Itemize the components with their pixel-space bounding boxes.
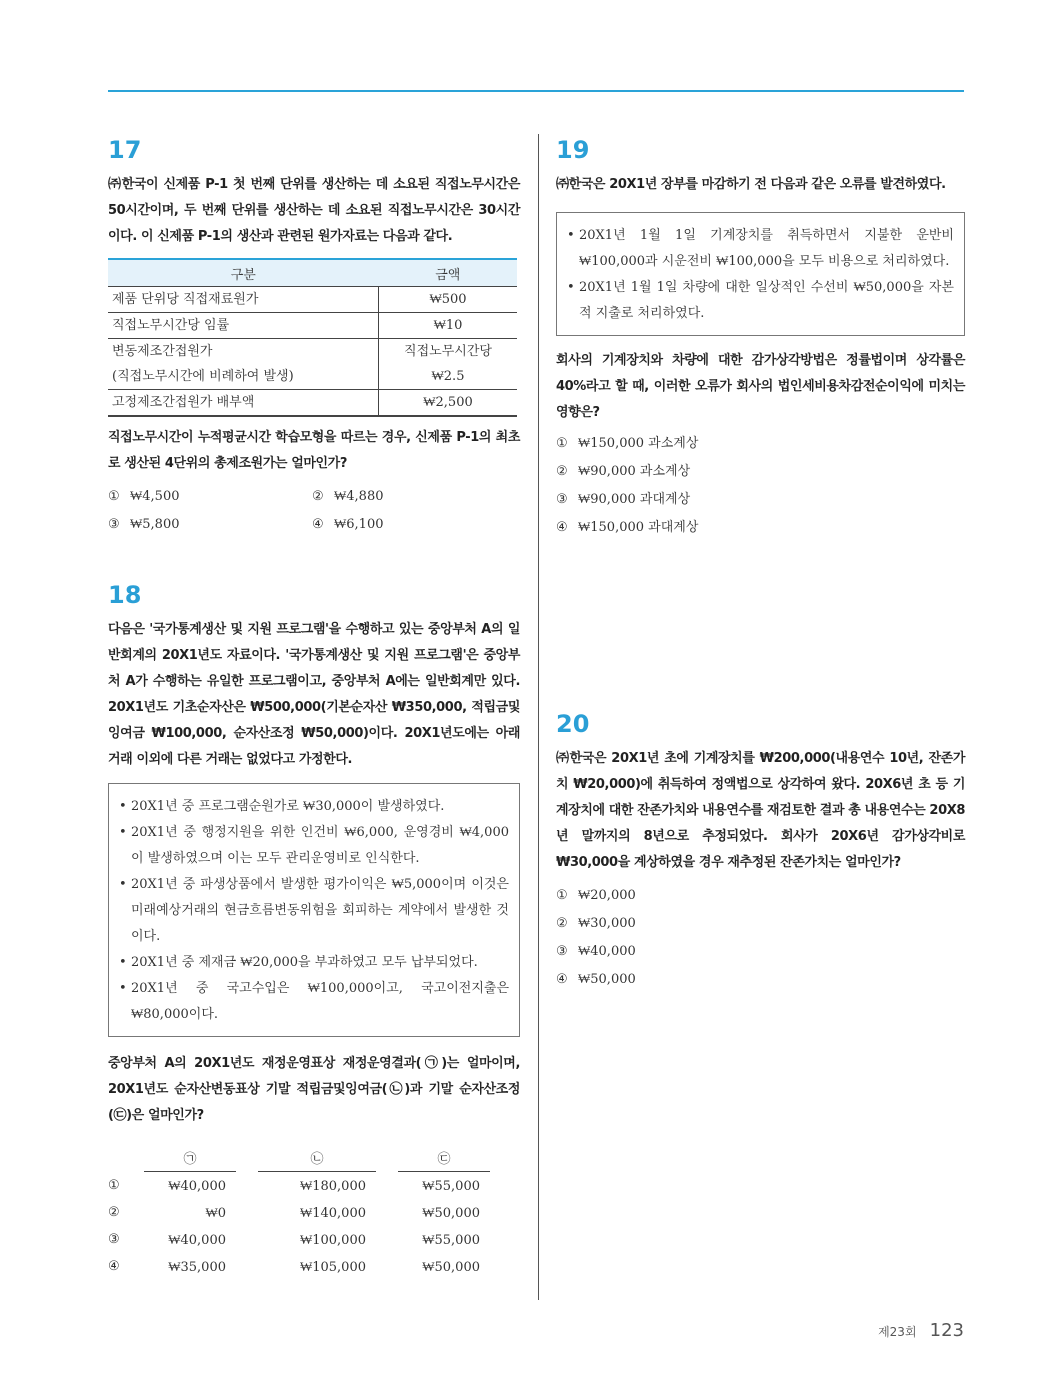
transaction-box [108,783,520,1037]
option-mark: ③ [108,517,120,532]
question-number: 19 [556,136,590,164]
answer-value: ₩100,000 [299,1232,366,1248]
question-text: 다음은 '국가통계생산 및 지원 프로그램'을 수행하고 있는 중앙부처 A의 일반회계의 20X1년도 자료이다. '국가통계생산 및 지원 프로그램'은 중앙부처 A가 수행하는 유일한 프로그램이고, 중앙부처 A에는 일반회계만 있다. 20X1년도 기초순자산은 ₩500,000(기본순자산 ₩350,000, 적립금및잉여금 ₩100,000, 순자산조정 ₩50,000)이다. 20X1년도에는 아래 거래 이외에 다른 거래는 없었다고 가정한다. [108,622,520,767]
answer-option[interactable] [556,486,965,514]
column-divider [538,134,539,1300]
option-mark: ② [312,489,324,504]
answer-option[interactable] [312,483,516,511]
option-text: ₩20,000 [578,888,636,903]
list-item: • 20X1년 중 프로그램순원가로 ₩30,000이 발생하였다. [119,794,509,820]
option-text: ₩5,800 [130,517,180,532]
list-item: • 20X1년 중 파생상품에서 발생한 평가이익은 ₩5,000이며 이것은 미래예상거래의 현금흐름변동위험을 회피하는 계약에서 발생한 것이다. [119,872,509,950]
option-mark: ② [556,916,568,931]
list-item-text: 20X1년 1월 1일 기계장치를 취득하면서 지불한 운반비 ₩100,000과 시운전비 ₩100,000을 모두 비용으로 처리하였다. [579,228,954,269]
answer-option[interactable] [556,882,965,910]
option-mark: ③ [108,1232,120,1247]
option-text: ₩150,000 과소계상 [578,436,699,451]
option-mark: ④ [108,1259,120,1274]
list-item-text: 20X1년 중 파생상품에서 발생한 평가이익은 ₩5,000이며 이것은 미래예상거래의 현금흐름변동위험을 회피하는 계약에서 발생한 것이다. [131,877,509,944]
table-header: 구분 [108,259,379,287]
answer-option[interactable] [556,910,965,938]
answer-options [556,430,965,542]
table-row [108,313,517,339]
table-header-row [108,259,517,287]
table-row [108,390,517,417]
answer-option[interactable] [556,938,965,966]
table-cell: 변동제조간접원가 (직접노무시간에 비례하여 발생) [108,339,379,390]
answer-option[interactable] [556,458,965,486]
column-header: ㉢ [398,1143,490,1172]
question-text: ㈜한국은 20X1년 장부를 마감하기 전 다음과 같은 오류를 발견하였다. [556,177,946,192]
answer-option[interactable] [108,483,312,511]
column-header: ㉠ [144,1143,236,1172]
right-column [556,134,965,987]
option-mark: ③ [556,492,568,507]
option-text: ₩6,100 [334,517,384,532]
answer-value: ₩35,000 [168,1259,226,1275]
option-mark: ④ [312,517,324,532]
option-text: ₩40,000 [578,944,636,959]
answer-header-row [108,1143,490,1172]
option-text: ₩4,880 [334,489,384,504]
question-20 [556,708,965,994]
option-text: ₩90,000 과대계상 [578,492,691,507]
option-mark: ③ [556,944,568,959]
list-item-text: 20X1년 중 프로그램순원가로 ₩30,000이 발생하였다. [131,799,445,814]
answer-value: ₩50,000 [422,1205,480,1221]
answer-options [108,483,520,539]
option-mark: ④ [556,520,568,535]
answer-option[interactable] [312,511,516,539]
question-prompt: 회사의 기계장치와 차량에 대한 감가상각방법은 정률법이며 상각률은 40%라고 할 때, 이러한 오류가 회사의 법인세비용차감전순이익에 미치는 영향은? [556,353,965,420]
option-mark: ① [108,489,120,504]
table-cell: ₩500 [379,287,518,313]
question-text: ㈜한국이 신제품 P-1 첫 번째 단위를 생산하는 데 소요된 직접노무시간은 50시간이며, 두 번째 단위를 생산하는 데 소요된 직접노무시간은 30시간이다. 이 신제품 P-1의 생산과 관련된 원가자료는 다음과 같다. [108,177,520,244]
answer-option[interactable] [556,514,965,542]
answer-table [108,1143,490,1280]
table-cell: 직접노무시간당 ₩2.5 [379,339,518,390]
exam-round-label: 제23회 [878,1325,917,1339]
question-number: 18 [108,581,142,609]
answer-row[interactable] [108,1226,490,1253]
page-footer [878,1320,964,1341]
table-cell: ₩10 [379,313,518,339]
answer-row[interactable] [108,1199,490,1226]
table-cell: 고정제조간접원가 배부액 [108,390,379,417]
option-text: ₩50,000 [578,972,636,987]
list-item: • 20X1년 1월 1일 차량에 대한 일상적인 수선비 ₩50,000을 자본적 지출로 처리하였다. [567,275,954,327]
question-19 [556,134,965,542]
answer-value: ₩50,000 [422,1259,480,1275]
question-text: ㈜한국은 20X1년 초에 기계장치를 ₩200,000(내용연수 10년, 잔존가치 ₩20,000)에 취득하여 정액법으로 상각하여 왔다. 20X6년 초 등 기계장치에 대한 잔존가치와 내용연수를 재검토한 결과 총 내용연수는 20X8년 말까지의 8년으로 추정되었다. 회사가 20X6년 감가상각비로 ₩30,000을 계상하였을 경우 재추정된 잔존가치는 얼마인가? [556,751,965,870]
option-mark: ① [108,1177,120,1193]
table-cell: 직접노무시간당 임률 [108,313,379,339]
answer-value: ₩180,000 [299,1178,366,1194]
option-text: ₩4,500 [130,489,180,504]
answer-option[interactable] [556,966,965,994]
answer-value: ₩0 [205,1205,226,1221]
answer-option[interactable] [556,430,965,458]
left-column [108,134,520,1280]
option-text: ₩150,000 과대계상 [578,520,699,535]
list-item-text: 20X1년 중 국고수입은 ₩100,000이고, 국고이전지출은 ₩80,000이다. [131,981,509,1022]
question-prompt: 중앙부처 A의 20X1년도 재정운영표상 재정운영결과(㉠)는 얼마이며, 20X1년도 순자산변동표상 기말 적립금및잉여금(㉡)과 기말 순자산조정(㉢)은 얼마인가? [108,1056,520,1123]
option-text: ₩90,000 과소계상 [578,464,691,479]
answer-row[interactable] [108,1253,490,1280]
cost-table [108,258,517,417]
answer-value: ₩40,000 [168,1178,226,1194]
option-text: ₩30,000 [578,916,636,931]
option-mark: ① [556,888,568,903]
question-prompt: 직접노무시간이 누적평균시간 학습모형을 따르는 경우, 신제품 P-1의 최초로 생산된 4단위의 총제조원가는 얼마인가? [108,430,520,471]
option-mark: ① [556,436,568,451]
list-item-text: 20X1년 중 제재금 ₩20,000을 부과하였고 모두 납부되었다. [131,955,478,970]
page-number: 123 [929,1320,964,1341]
column-header: ㉡ [258,1143,376,1172]
table-row [108,287,517,313]
option-mark: ② [108,1205,120,1220]
question-18 [108,579,520,1280]
top-rule [108,90,964,92]
answer-option[interactable] [108,511,312,539]
question-number: 17 [108,136,142,164]
list-item-text: 20X1년 중 행정지원을 위한 인건비 ₩6,000, 운영경비 ₩4,000이 발생하였으며 이는 모두 관리운영비로 인식한다. [131,825,509,866]
list-item-text: 20X1년 1월 1일 차량에 대한 일상적인 수선비 ₩50,000을 자본적 지출로 처리하였다. [579,280,954,321]
list-item: • 20X1년 1월 1일 기계장치를 취득하면서 지불한 운반비 ₩100,000과 시운전비 ₩100,000을 모두 비용으로 처리하였다. [567,223,954,275]
answer-value: ₩105,000 [299,1259,366,1275]
question-number: 20 [556,710,590,738]
list-item: • 20X1년 중 제재금 ₩20,000을 부과하였고 모두 납부되었다. [119,950,509,976]
list-item: • 20X1년 중 행정지원을 위한 인건비 ₩6,000, 운영경비 ₩4,000이 발생하였으며 이는 모두 관리운영비로 인식한다. [119,820,509,872]
list-item: • 20X1년 중 국고수입은 ₩100,000이고, 국고이전지출은 ₩80,000이다. [119,976,509,1028]
question-17 [108,134,520,539]
table-row [108,339,517,390]
answer-value: ₩55,000 [422,1178,480,1194]
option-mark: ② [556,464,568,479]
table-cell: ₩2,500 [379,390,518,417]
answer-value: ₩55,000 [422,1232,480,1248]
answer-options [556,882,965,994]
answer-value: ₩40,000 [168,1232,226,1248]
answer-row[interactable] [108,1172,490,1200]
answer-value: ₩140,000 [299,1205,366,1221]
table-cell: 제품 단위당 직접재료원가 [108,287,379,313]
option-mark: ④ [556,972,568,987]
error-box [556,212,965,336]
table-header: 금액 [379,259,518,287]
